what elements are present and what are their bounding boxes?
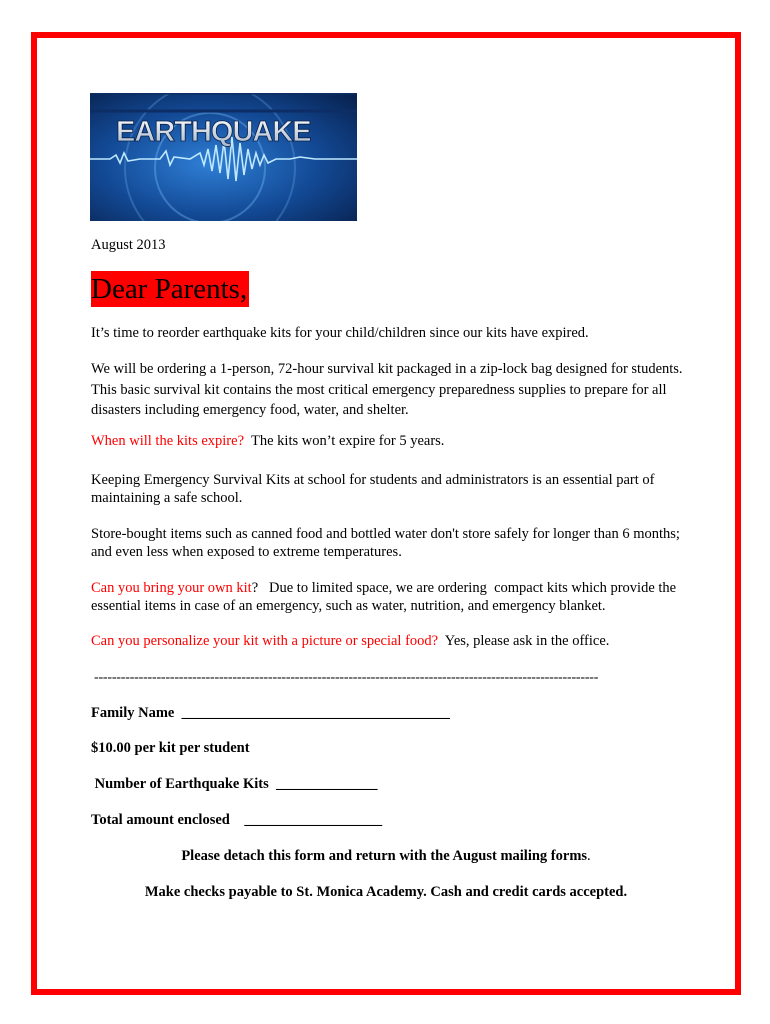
number-of-kits-field: Number of Earthquake Kits ______________ [91,776,378,792]
banner-title: EARTHQUAKE [116,116,311,148]
family-name-field: Family Name _____________________________________ [91,705,450,721]
faq-personalize [91,632,686,650]
price-per-kit: $10.00 per kit per student [91,740,250,756]
faq-expiry [91,432,686,450]
detach-divider: ----------------------------------------------------------------------------------------------------------------- [94,670,599,685]
payment-instructions: Make checks payable to St. Monica Academy. Cash and credit cards accepted. [144,884,628,900]
detach-instructions-text: Please detach this form and return with the August mailing forms [181,848,588,864]
salutation: Dear Parents, [91,273,248,305]
faq-own-kit-question: Can you bring your own kit [91,580,252,596]
total-amount-field: Total amount enclosed ___________________ [91,812,383,828]
paragraph-kit-description: We will be ordering a 1-person, 72-hour survival kit packaged in a zip-lock bag designed for students. This basic survival kit contains the most critical emergency preparedness supplies to prepare for all disasters including emergency food, water, and shelter. [91,361,683,418]
paragraph-keeping-kits: Keeping Emergency Survival Kits at school for students and administrators is an essential part of maintaining a safe school. [91,472,655,506]
detach-instructions-period: . [587,848,591,864]
faq-expiry-question: When will the kits expire? [91,433,245,449]
faq-personalize-answer: Yes, please ask in the office. [438,633,610,649]
faq-own-kit-answer: ? Due to limited space, we are ordering compact kits which provide the essential items in case of an emergency, such as water, nutrition, and emergency blanket. [91,580,680,614]
faq-personalize-question: Can you personalize your kit with a picture or special food? [91,633,439,649]
paragraph-intro: It’s time to reorder earthquake kits for your child/children since our kits have expired. [91,325,589,341]
letter-date: August 2013 [91,237,166,253]
earthquake-banner-image [90,93,357,221]
detach-instructions [31,848,741,865]
faq-own-kit [91,579,686,615]
faq-expiry-answer: The kits won’t expire for 5 years. [244,433,445,449]
paragraph-store-bought: Store-bought items such as canned food and bottled water don't store safely for longer than 6 months; and even less when exposed to extreme temperatures. [91,526,680,560]
